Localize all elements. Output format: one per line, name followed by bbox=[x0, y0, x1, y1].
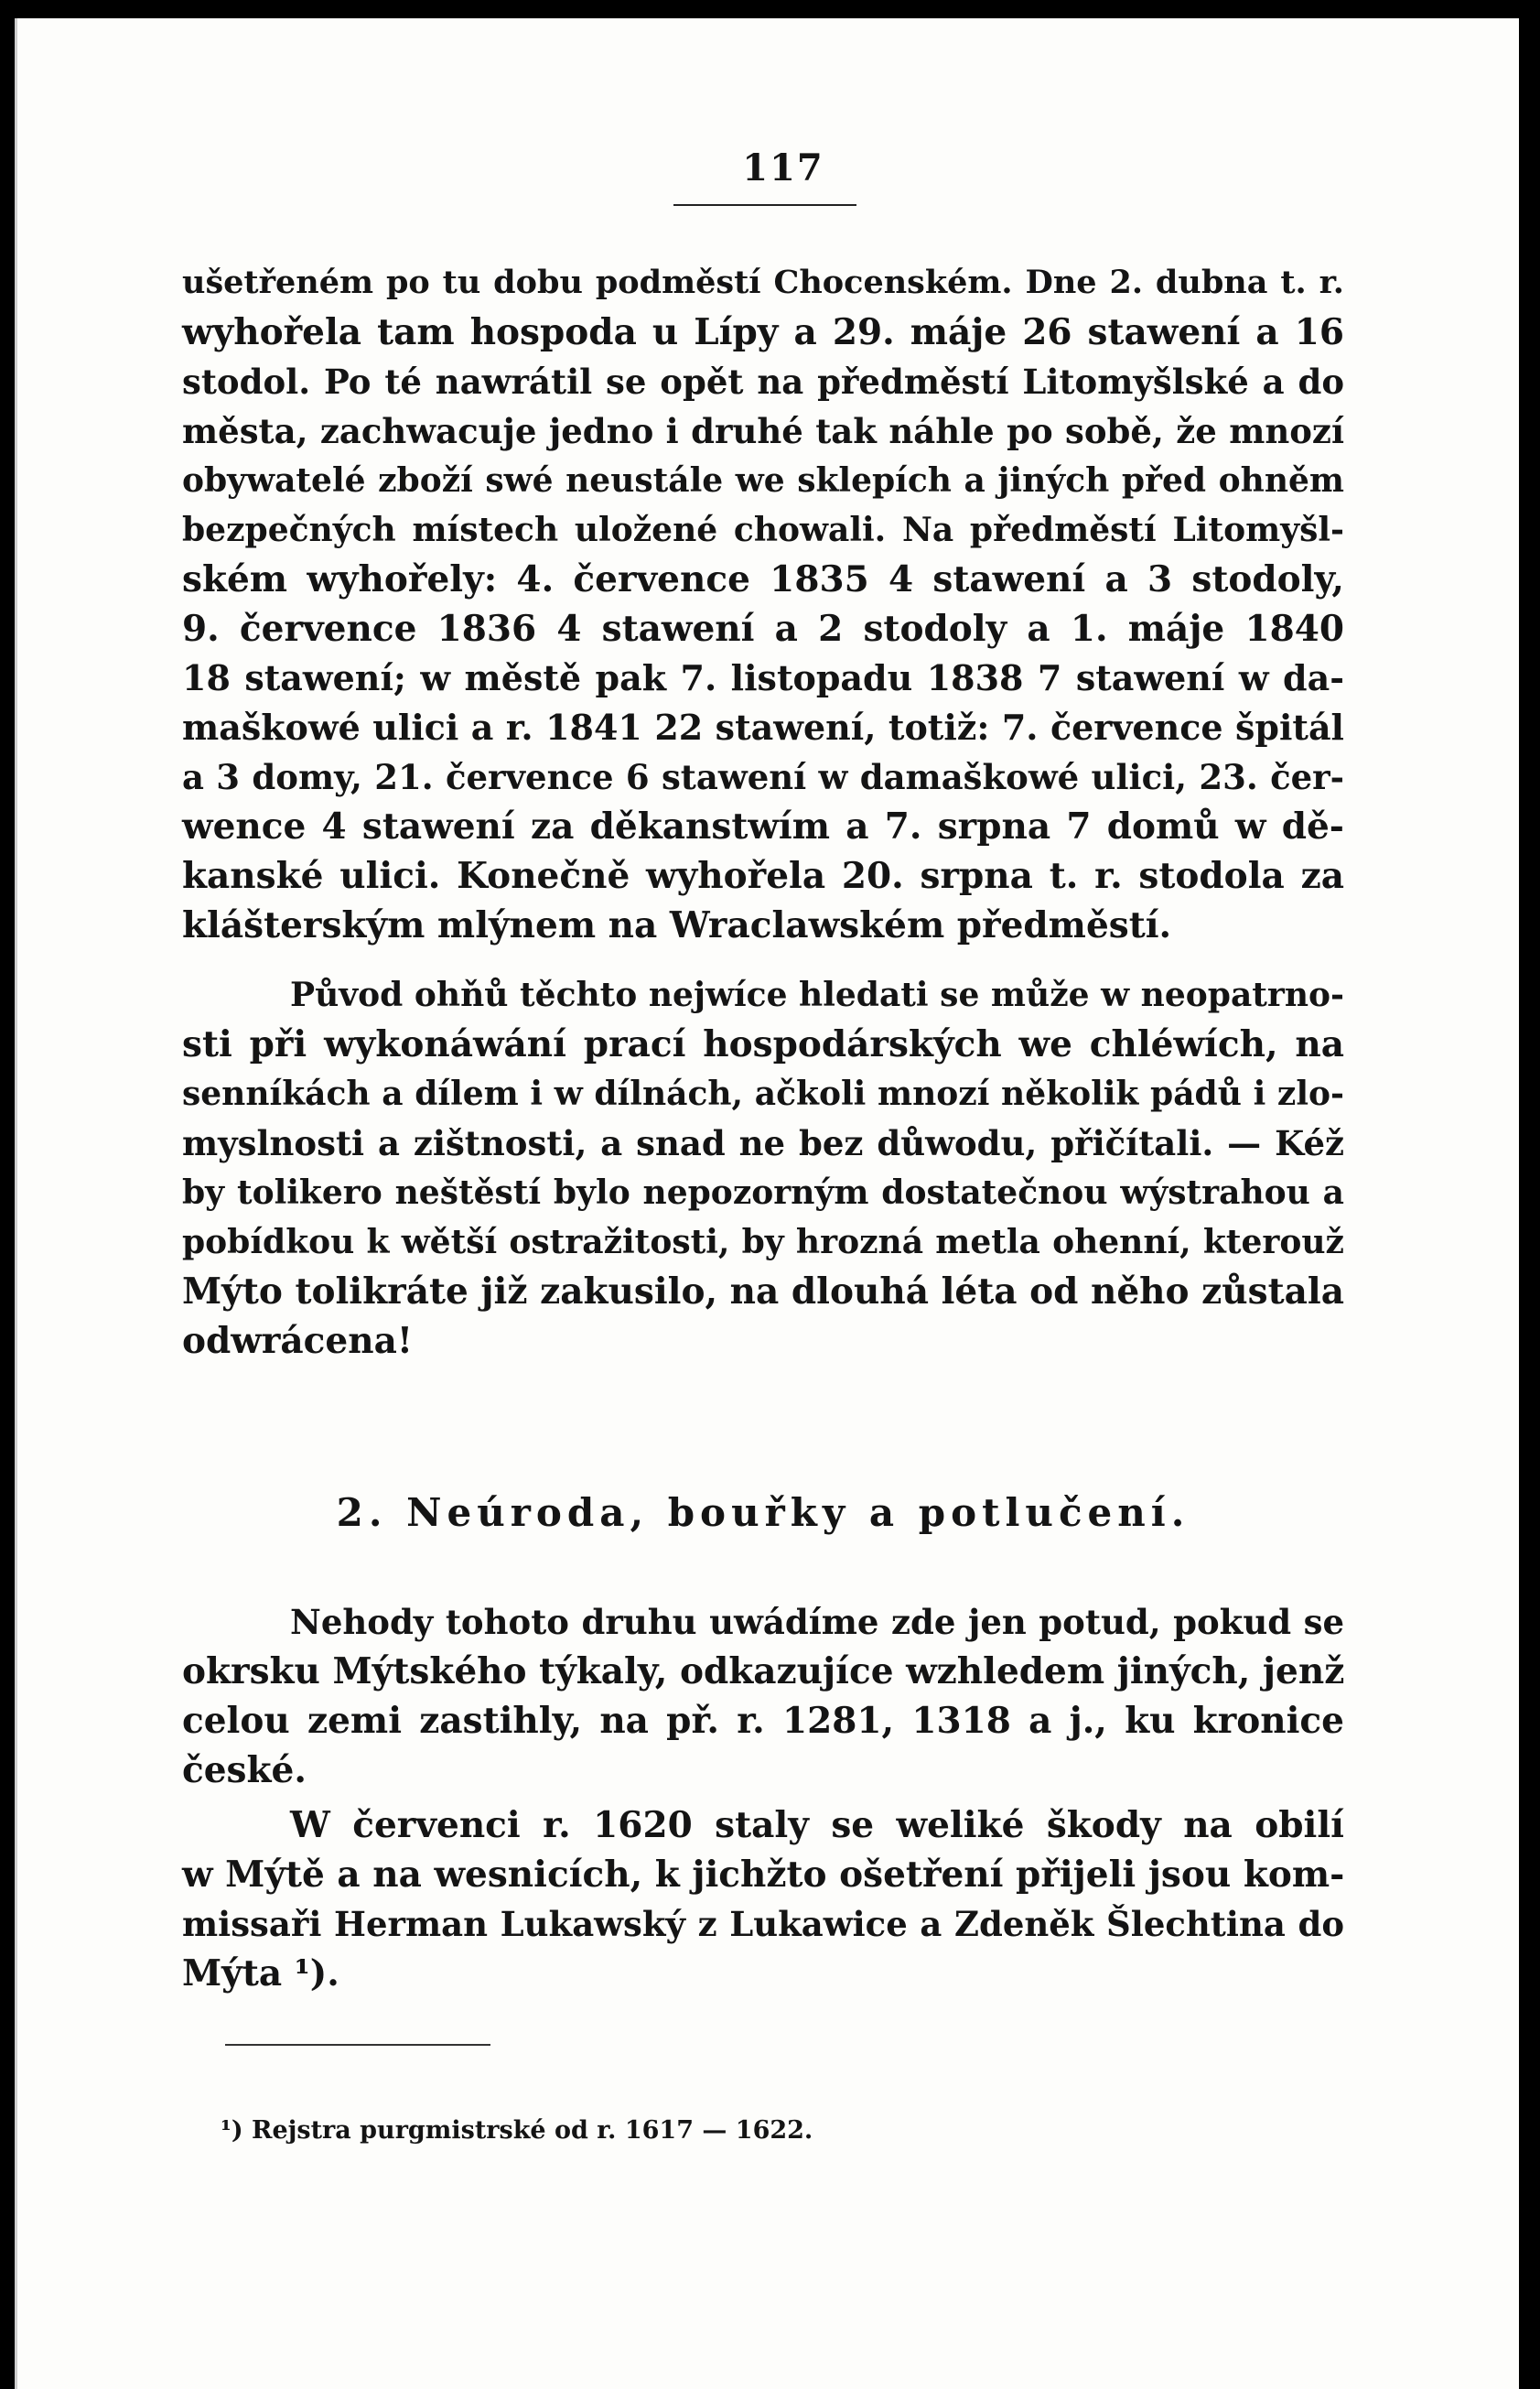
page-number-rule bbox=[673, 204, 856, 206]
text-line: 9. července 1836 4 stawení a 2 stodoly a 1. máje 1840 bbox=[182, 608, 1344, 650]
text-line: města, zachwacuje jedno i druhé tak náhle po sobě, že mnozí bbox=[182, 411, 1344, 451]
text-line: klášterským mlýnem na Wraclawském předměstí. bbox=[182, 904, 1172, 946]
text-line: české. bbox=[182, 1749, 307, 1791]
text-line: Nehody tohoto druhu uwádíme zde jen potud, pokud se bbox=[290, 1602, 1344, 1642]
text-line: myslnosti a zištnosti, a snad ne bez důwodu, přičítali. — Kéž bbox=[182, 1123, 1344, 1163]
text-line: kanské ulici. Konečně wyhořela 20. srpna t. r. stodola za bbox=[182, 855, 1344, 897]
text-line: Mýta ¹). bbox=[182, 1952, 339, 1994]
text-line: sti při wykonáwání prací hospodárských we chléwích, na bbox=[182, 1023, 1344, 1065]
text-line: bezpečných místech uložené chowali. Na předměstí Litomyšl- bbox=[182, 511, 1344, 549]
page-number: 117 bbox=[742, 146, 824, 189]
text-line: Mýto tolikráte již zakusilo, na dlouhá léta od něho zůstala bbox=[182, 1270, 1344, 1313]
paragraph-3 bbox=[182, 1597, 1344, 1795]
book-page bbox=[15, 18, 1519, 2389]
text-line: by tolikero neštěstí bylo nepozorným dostatečnou wýstrahou a bbox=[182, 1173, 1344, 1212]
text-line: Původ ohňů těchto nejwíce hledati se může w neopatrno- bbox=[290, 976, 1344, 1014]
paragraph-4 bbox=[182, 1800, 1344, 1998]
text-line: w Mýtě a na wesnicích, k jichžto ošetření přijeli jsou kom- bbox=[182, 1854, 1345, 1896]
text-line: ském wyhořely: 4. července 1835 4 stawení a 3 stodoly, bbox=[182, 558, 1344, 600]
text-line: okrsku Mýtského týkaly, odkazujíce wzhledem jiných, jenž bbox=[182, 1650, 1345, 1692]
paragraph-2 bbox=[182, 970, 1344, 1366]
page-edge bbox=[15, 18, 17, 2389]
footnote-rule bbox=[225, 2044, 490, 2046]
text-line: obywatelé zboží swé neustále we sklepích a jiných před ohněm bbox=[182, 461, 1344, 500]
text-line: wyhořela tam hospoda u Lípy a 29. máje 26 stawení a 16 bbox=[182, 311, 1344, 353]
paragraph-1 bbox=[182, 258, 1344, 950]
text-line: a 3 domy, 21. července 6 stawení w damaškowé ulici, 23. čer- bbox=[182, 757, 1344, 797]
section-heading: 2. Neúroda, bouřky a potlučení. bbox=[336, 1490, 1190, 1535]
footnote: ¹) Rejstra purgmistrské od r. 1617 — 1622. bbox=[221, 2116, 813, 2145]
text-line: senníkách a dílem i w dílnách, ačkoli mnozí několik pádů i zlo- bbox=[182, 1075, 1344, 1113]
text-line: W červenci r. 1620 staly se weliké škody na obilí bbox=[290, 1804, 1344, 1846]
text-line: missaři Herman Lukawský z Lukawice a Zdeněk Šlechtina do bbox=[182, 1904, 1344, 1944]
text-line: stodol. Po té nawrátil se opět na předměstí Litomyšlské a do bbox=[182, 362, 1344, 402]
text-line: 18 stawení; w městě pak 7. listopadu 1838 7 stawení w da- bbox=[182, 657, 1344, 698]
text-line: ušetřeném po tu dobu podměstí Chocenském. Dne 2. dubna t. r. bbox=[182, 264, 1344, 301]
text-line: maškowé ulici a r. 1841 22 stawení, totiž: 7. července špitál bbox=[182, 707, 1344, 748]
text-line: odwrácena! bbox=[182, 1320, 413, 1362]
text-line: celou zemi zastihly, na př. r. 1281, 1318 a j., ku kronice bbox=[182, 1700, 1344, 1742]
text-line: wence 4 stawení za děkanstwím a 7. srpna 7 domů w dě- bbox=[182, 805, 1344, 848]
text-line: pobídkou k wětší ostražitosti, by hrozná metla ohenní, kterouž bbox=[182, 1223, 1344, 1261]
